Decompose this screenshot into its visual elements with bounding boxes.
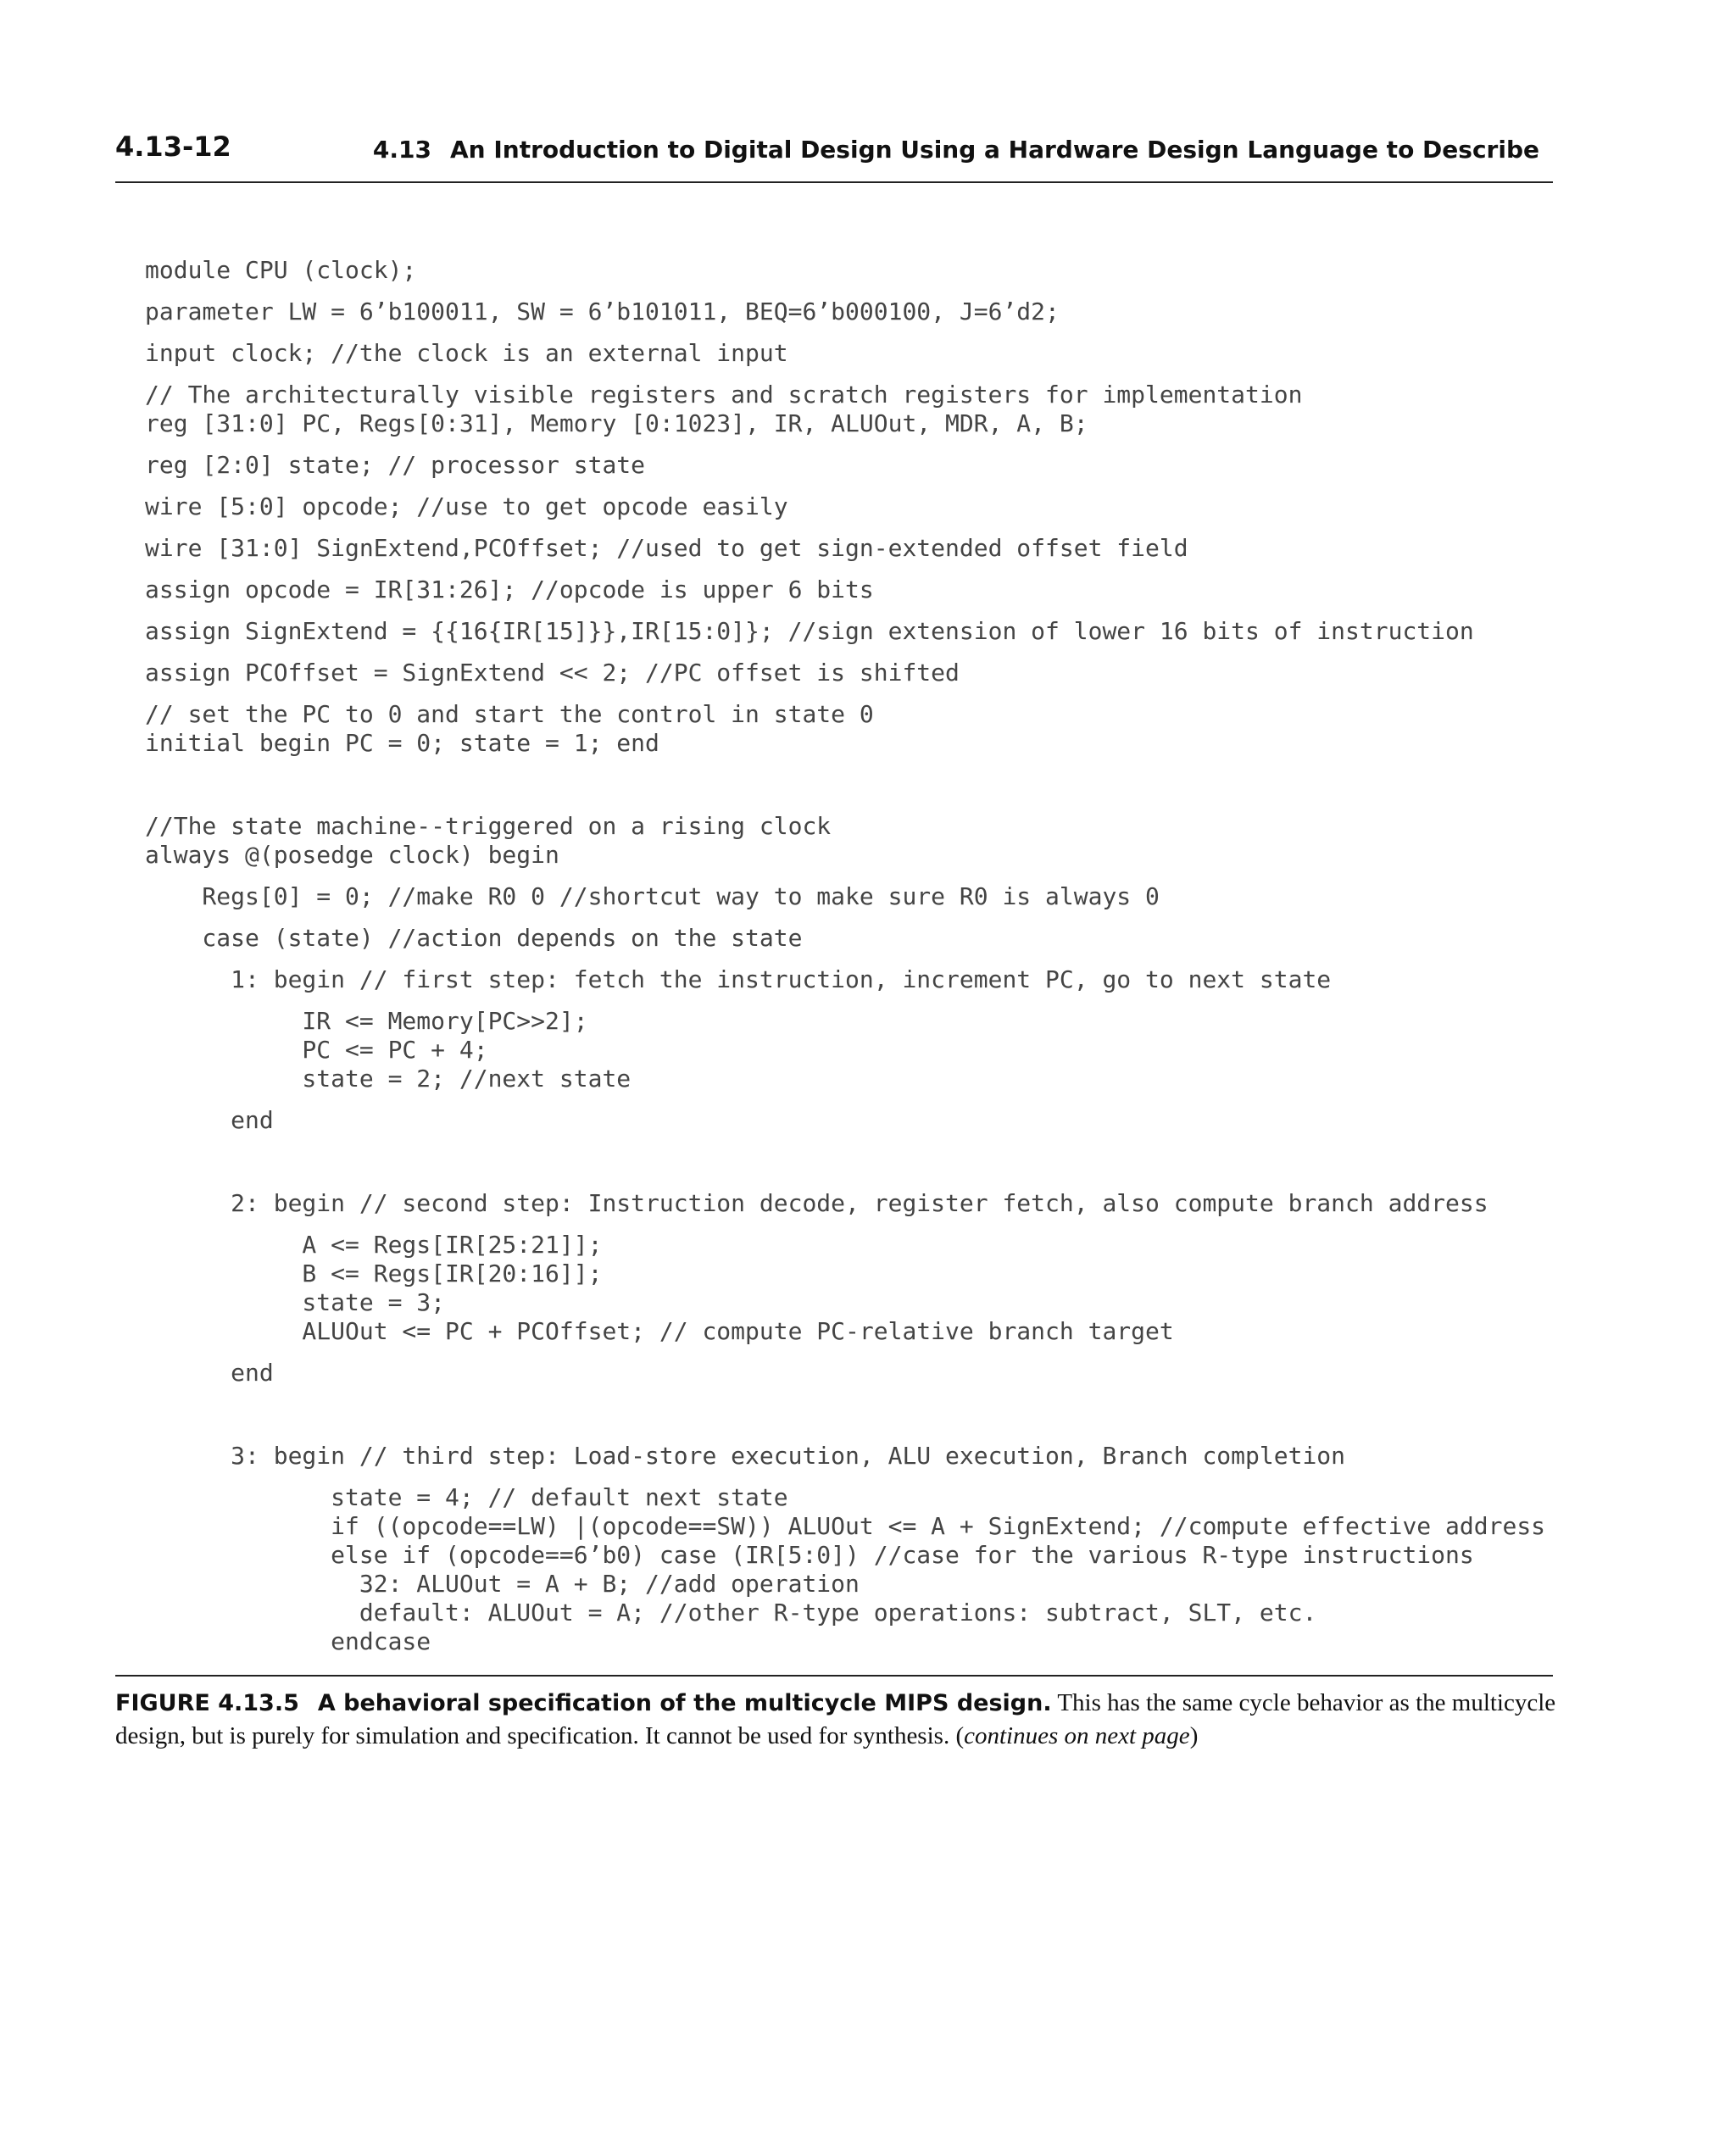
page-number: 4.13-12	[115, 131, 231, 163]
caption-close: )	[1189, 1722, 1199, 1749]
page-header	[115, 127, 1553, 183]
running-head	[373, 136, 1539, 164]
code-line: endcase	[145, 1627, 431, 1655]
code-line: 3: begin // third step: Load-store execution, ALU execution, Branch completion	[145, 1442, 1346, 1470]
code-line: assign opcode = IR[31:26]; //opcode is upper 6 bits	[145, 576, 874, 603]
code-line: end	[145, 1359, 274, 1387]
code-line: assign SignExtend = {{16{IR[15]}},IR[15:0]}; //sign extension of lower 16 bits of instruction	[145, 617, 1474, 645]
code-line: PC <= PC + 4;	[145, 1036, 488, 1064]
code-line: state = 2; //next state	[145, 1065, 632, 1093]
continues-note: continues on next page	[964, 1722, 1190, 1749]
code-line: Regs[0] = 0; //make R0 0 //shortcut way to make sure R0 is always 0	[145, 882, 1160, 910]
caption-divider	[115, 1675, 1553, 1677]
code-line: input clock; //the clock is an external input	[145, 339, 788, 367]
code-line: initial begin PC = 0; state = 1; end	[145, 729, 659, 757]
code-line: state = 3;	[145, 1288, 446, 1316]
figure-label: FIGURE 4.13.5	[115, 1690, 299, 1716]
code-line: // The architecturally visible registers and scratch registers for implementation	[145, 381, 1303, 409]
figure-caption	[115, 1687, 1556, 1752]
code-line: B <= Regs[IR[20:16]];	[145, 1260, 603, 1287]
code-line: module CPU (clock);	[145, 256, 417, 284]
code-line: if ((opcode==LW) |(opcode==SW)) ALUOut <= A + SignExtend; //compute effective address	[145, 1512, 1546, 1540]
code-line: //The state machine--triggered on a rising clock	[145, 812, 832, 840]
code-line: // set the PC to 0 and start the control in state 0	[145, 700, 874, 728]
section-title: An Introduction to Digital Design Using a Hardware Design Language to Describe	[449, 136, 1539, 164]
code-line: assign PCOffset = SignExtend << 2; //PC offset is shifted	[145, 659, 960, 687]
code-line: parameter LW = 6’b100011, SW = 6’b101011, BEQ=6’b000100, J=6’d2;	[145, 298, 1060, 325]
figure-title: A behavioral specification of the multicycle MIPS design.	[317, 1690, 1052, 1716]
code-line: ALUOut <= PC + PCOffset; // compute PC-relative branch target	[145, 1317, 1174, 1345]
code-line: end	[145, 1106, 274, 1134]
code-line: reg [2:0] state; // processor state	[145, 451, 646, 479]
code-line: always @(posedge clock) begin	[145, 841, 559, 869]
code-line: IR <= Memory[PC>>2];	[145, 1007, 588, 1035]
code-line: 32: ALUOut = A + B; //add operation	[145, 1570, 860, 1598]
verilog-code-listing	[145, 256, 1545, 1656]
code-line: default: ALUOut = A; //other R-type operations: subtract, SLT, etc.	[145, 1599, 1317, 1627]
code-line: wire [5:0] opcode; //use to get opcode easily	[145, 492, 788, 520]
caption-body: This has the same cycle behavior as the multicycle design, but is purely for simulation and specification. It cannot be used for synthesis. (	[115, 1689, 1556, 1749]
code-line: A <= Regs[IR[25:21]];	[145, 1231, 603, 1259]
code-line: 1: begin // first step: fetch the instruction, increment PC, go to next state	[145, 965, 1332, 993]
code-line: state = 4; // default next state	[145, 1483, 788, 1511]
section-number: 4.13	[372, 136, 431, 164]
code-line: reg [31:0] PC, Regs[0:31], Memory [0:1023], IR, ALUOut, MDR, A, B;	[145, 409, 1088, 437]
code-line: wire [31:0] SignExtend,PCOffset; //used to get sign-extended offset field	[145, 534, 1188, 562]
code-line: 2: begin // second step: Instruction decode, register fetch, also compute branch address	[145, 1189, 1488, 1217]
code-line: case (state) //action depends on the state	[145, 924, 803, 952]
code-line: else if (opcode==6’b0) case (IR[5:0]) //case for the various R-type instructions	[145, 1541, 1474, 1569]
